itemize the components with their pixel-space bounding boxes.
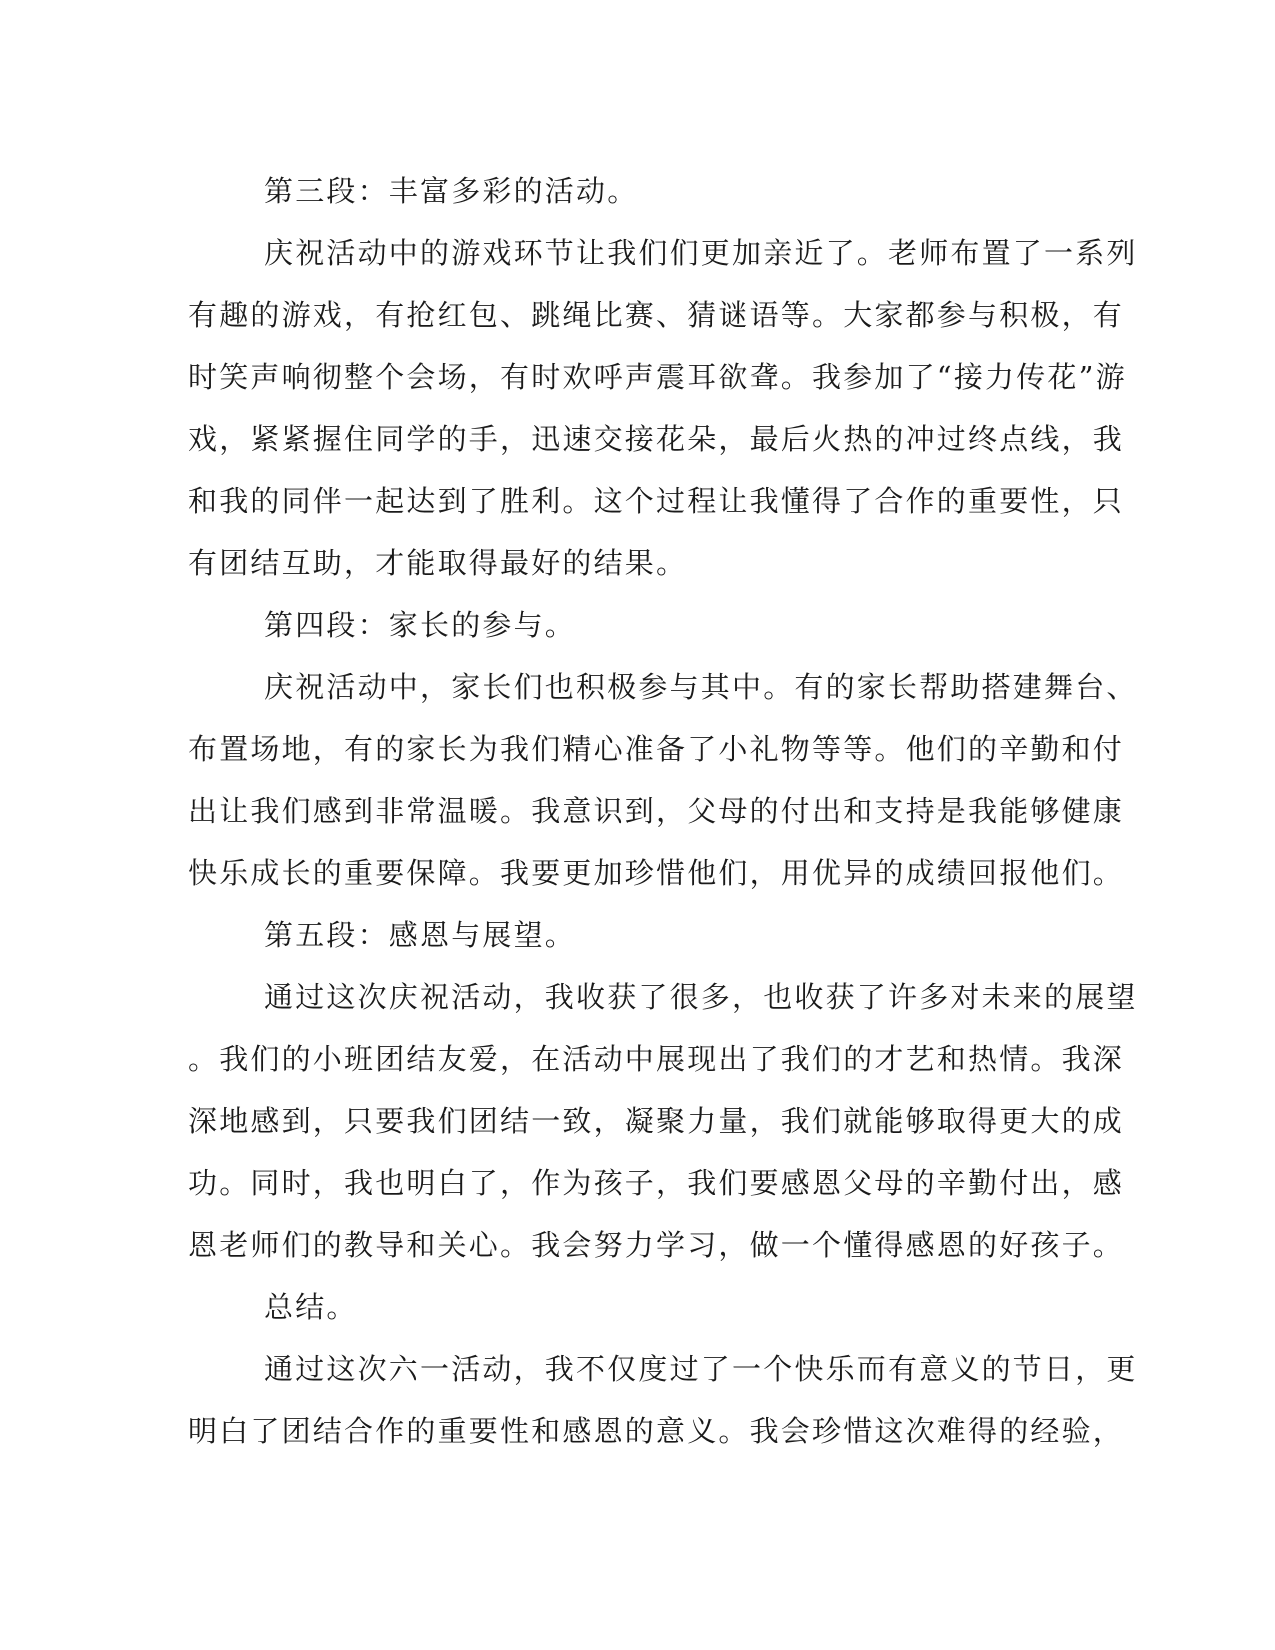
section-heading-summary: 总结。 <box>264 1290 358 1324</box>
document-body <box>188 160 1138 1462</box>
paragraph-line: 和我的同伴一起达到了胜利。这个过程让我懂得了合作的重要性，只 <box>188 484 1125 518</box>
paragraph-line: 快乐成长的重要保障。我要更加珍惜他们，用优异的成绩回报他们。 <box>188 856 1125 890</box>
paragraph-line: 通过这次六一活动，我不仅度过了一个快乐而有意义的节日，更 <box>264 1352 1138 1386</box>
paragraph-line: 有趣的游戏，有抢红包、跳绳比赛、猜谜语等。大家都参与积极，有 <box>188 298 1125 332</box>
paragraph-line: 恩老师们的教导和关心。我会努力学习，做一个懂得感恩的好孩子。 <box>188 1228 1125 1262</box>
paragraph-line: 戏，紧紧握住同学的手，迅速交接花朵，最后火热的冲过终点线，我 <box>188 422 1125 456</box>
section-heading-3: 第三段：丰富多彩的活动。 <box>264 174 639 208</box>
paragraph-line: 。我们的小班团结友爱，在活动中展现出了我们的才艺和热情。我深 <box>188 1042 1125 1076</box>
paragraph-line: 深地感到，只要我们团结一致，凝聚力量，我们就能够取得更大的成 <box>188 1104 1125 1138</box>
paragraph-line: 有团结互助，才能取得最好的结果。 <box>188 546 688 580</box>
paragraph-line: 庆祝活动中，家长们也积极参与其中。有的家长帮助搭建舞台、 <box>264 670 1138 704</box>
paragraph-line: 出让我们感到非常温暖。我意识到，父母的付出和支持是我能够健康 <box>188 794 1125 828</box>
paragraph-line: 庆祝活动中的游戏环节让我们们更加亲近了。老师布置了一系列 <box>264 236 1138 270</box>
paragraph-line: 明白了团结合作的重要性和感恩的意义。我会珍惜这次难得的经验， <box>188 1414 1125 1448</box>
paragraph-line: 时笑声响彻整个会场，有时欢呼声震耳欲聋。我参加了“接力传花”游 <box>188 360 1127 394</box>
section-heading-5: 第五段：感恩与展望。 <box>264 918 577 952</box>
section-heading-4: 第四段：家长的参与。 <box>264 608 577 642</box>
paragraph-line: 通过这次庆祝活动，我收获了很多，也收获了许多对未来的展望 <box>264 980 1138 1014</box>
paragraph-line: 布置场地，有的家长为我们精心准备了小礼物等等。他们的辛勤和付 <box>188 732 1125 766</box>
paragraph-line: 功。同时，我也明白了，作为孩子，我们要感恩父母的辛勤付出，感 <box>188 1166 1125 1200</box>
